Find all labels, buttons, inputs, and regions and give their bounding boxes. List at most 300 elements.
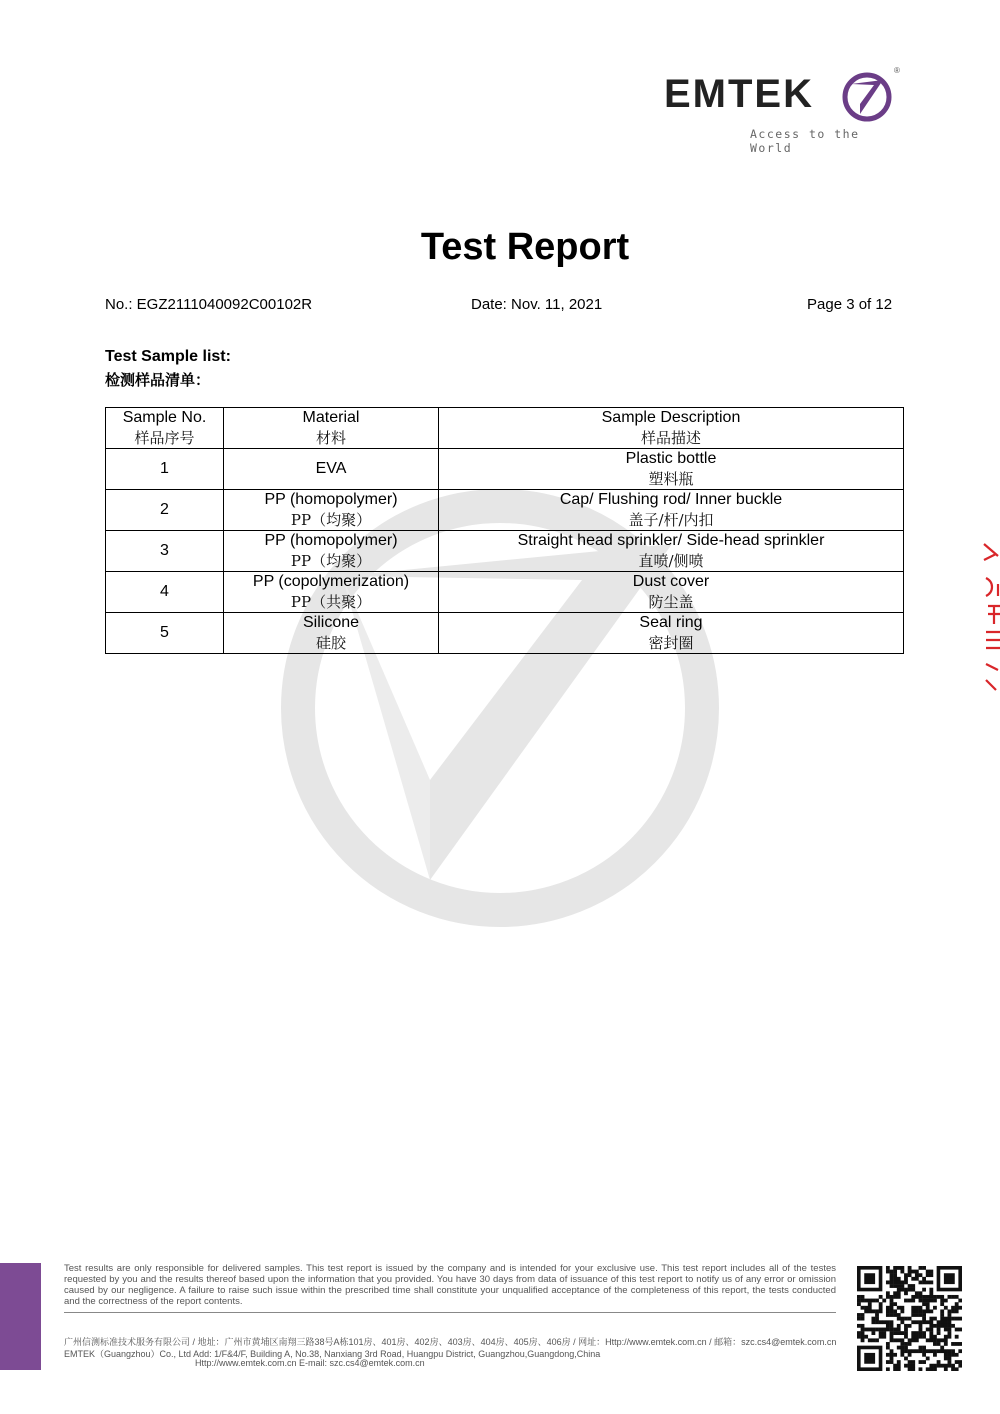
qr-module — [915, 1338, 919, 1342]
cell-sample-no: 4 — [106, 572, 224, 613]
header-label-zh: 材料 — [315, 429, 346, 447]
qr-module — [937, 1338, 941, 1342]
qr-module — [904, 1328, 908, 1332]
qr-module — [933, 1317, 937, 1321]
qr-module — [861, 1335, 865, 1339]
qr-module — [922, 1335, 926, 1339]
qr-module — [937, 1328, 941, 1332]
qr-module — [890, 1306, 894, 1310]
qr-module — [890, 1273, 894, 1277]
qr-module — [955, 1317, 959, 1321]
qr-finder — [864, 1273, 875, 1284]
qr-module — [948, 1309, 952, 1313]
qr-module — [951, 1324, 955, 1328]
qr-module — [886, 1306, 890, 1310]
qr-module — [922, 1353, 926, 1357]
qr-module — [929, 1331, 933, 1335]
qr-module — [911, 1309, 915, 1313]
qr-module — [893, 1353, 897, 1357]
qr-module — [897, 1346, 901, 1350]
logo-check-circle-icon — [840, 70, 894, 124]
qr-module — [890, 1338, 894, 1342]
cell-material — [224, 531, 439, 572]
qr-module — [893, 1364, 897, 1368]
material-en: Silicone — [302, 614, 360, 631]
description-zh: 密封圈 — [648, 634, 694, 652]
qr-module — [897, 1266, 901, 1270]
qr-module — [944, 1353, 948, 1357]
qr-module — [879, 1306, 883, 1310]
qr-module — [879, 1328, 883, 1332]
qr-module — [915, 1335, 919, 1339]
qr-module — [875, 1309, 879, 1313]
qr-module — [933, 1349, 937, 1353]
header-label-zh: 样品描述 — [640, 429, 701, 447]
qr-module — [911, 1277, 915, 1281]
qr-module — [911, 1331, 915, 1335]
qr-module — [940, 1313, 944, 1317]
material-en: PP (homopolymer) — [264, 532, 398, 549]
qr-module — [886, 1367, 890, 1371]
qr-module — [908, 1353, 912, 1357]
qr-module — [929, 1328, 933, 1332]
qr-module — [926, 1306, 930, 1310]
qr-module — [919, 1328, 923, 1332]
qr-module — [871, 1331, 875, 1335]
qr-module — [922, 1331, 926, 1335]
qr-module — [879, 1309, 883, 1313]
qr-module — [919, 1309, 923, 1313]
qr-module — [904, 1288, 908, 1292]
qr-module — [886, 1313, 890, 1317]
cell-material — [224, 490, 439, 531]
qr-module — [875, 1320, 879, 1324]
qr-module — [915, 1273, 919, 1277]
footer-address-zh: 广州信测标准技术服务有限公司 / 地址：广州市黄埔区南翔三路38号A栋101房、401房、402房、403房、404房、405房、406房 / 网址：Http://www.emtek.com.cn / 邮箱：szc.cs4@emtek.com.cn — [64, 1337, 837, 1347]
qr-module — [919, 1313, 923, 1317]
qr-module — [908, 1349, 912, 1353]
description-zh: 盖子/杆/内扣 — [628, 511, 714, 529]
qr-module — [882, 1320, 886, 1324]
qr-module — [933, 1306, 937, 1310]
qr-module — [926, 1349, 930, 1353]
qr-module — [919, 1280, 923, 1284]
qr-module — [929, 1338, 933, 1342]
qr-module — [857, 1317, 861, 1321]
qr-module — [879, 1320, 883, 1324]
qr-module — [919, 1273, 923, 1277]
qr-module — [919, 1306, 923, 1310]
qr-module — [922, 1360, 926, 1364]
qr-module — [955, 1353, 959, 1357]
header-description — [439, 408, 904, 449]
qr-module — [958, 1364, 962, 1368]
qr-module — [951, 1295, 955, 1299]
qr-module — [911, 1320, 915, 1324]
qr-module — [948, 1317, 952, 1321]
qr-module — [958, 1328, 962, 1332]
qr-module — [882, 1299, 886, 1303]
cell-description — [439, 613, 904, 654]
table-row — [106, 531, 904, 572]
qr-module — [915, 1349, 919, 1353]
qr-module — [929, 1280, 933, 1284]
qr-module — [900, 1338, 904, 1342]
qr-module — [890, 1277, 894, 1281]
qr-module — [861, 1338, 865, 1342]
qr-module — [940, 1364, 944, 1368]
qr-module — [911, 1295, 915, 1299]
qr-module — [890, 1284, 894, 1288]
qr-module — [871, 1320, 875, 1324]
qr-module — [929, 1309, 933, 1313]
qr-module — [911, 1270, 915, 1274]
qr-module — [861, 1313, 865, 1317]
qr-module — [915, 1291, 919, 1295]
qr-module — [890, 1328, 894, 1332]
qr-module — [890, 1324, 894, 1328]
qr-module — [955, 1367, 959, 1371]
qr-module — [937, 1331, 941, 1335]
qr-module — [958, 1306, 962, 1310]
qr-module — [882, 1335, 886, 1339]
qr-module — [944, 1364, 948, 1368]
qr-module — [897, 1313, 901, 1317]
qr-module — [893, 1273, 897, 1277]
qr-module — [915, 1277, 919, 1281]
qr-module — [911, 1335, 915, 1339]
qr-module — [915, 1313, 919, 1317]
qr-module — [919, 1360, 923, 1364]
qr-module — [904, 1280, 908, 1284]
qr-module — [879, 1295, 883, 1299]
qr-module — [886, 1353, 890, 1357]
qr-module — [864, 1335, 868, 1339]
qr-module — [933, 1367, 937, 1371]
qr-module — [911, 1306, 915, 1310]
qr-module — [951, 1306, 955, 1310]
qr-module — [926, 1302, 930, 1306]
qr-module — [911, 1360, 915, 1364]
qr-module — [868, 1302, 872, 1306]
qr-module — [904, 1299, 908, 1303]
qr-module — [955, 1342, 959, 1346]
qr-module — [893, 1270, 897, 1274]
qr-module — [908, 1342, 912, 1346]
qr-module — [893, 1338, 897, 1342]
qr-module — [893, 1331, 897, 1335]
qr-module — [940, 1346, 944, 1350]
qr-module — [929, 1273, 933, 1277]
cell-description — [439, 490, 904, 531]
qr-module — [893, 1367, 897, 1371]
cell-sample-no: 3 — [106, 531, 224, 572]
footer-divider — [64, 1312, 836, 1313]
qr-module — [864, 1299, 868, 1303]
description-zh: 塑料瓶 — [648, 470, 694, 488]
description-en: Straight head sprinkler/ Side-head sprinkler — [517, 532, 825, 549]
qr-module — [857, 1299, 861, 1303]
qr-module — [922, 1280, 926, 1284]
logo-wordmark: EMTEK — [664, 72, 814, 116]
qr-module — [893, 1266, 897, 1270]
qr-module — [904, 1324, 908, 1328]
header-label-en: Sample Description — [601, 409, 741, 426]
qr-module — [868, 1328, 872, 1332]
qr-module — [944, 1367, 948, 1371]
qr-module — [922, 1302, 926, 1306]
qr-module — [915, 1306, 919, 1310]
qr-module — [908, 1367, 912, 1371]
qr-module — [908, 1284, 912, 1288]
qr-module — [944, 1349, 948, 1353]
qr-module — [900, 1270, 904, 1274]
qr-module — [922, 1313, 926, 1317]
header-sample-no — [106, 408, 224, 449]
qr-module — [897, 1288, 901, 1292]
qr-module — [886, 1291, 890, 1295]
material-zh: 硅胶 — [315, 634, 346, 652]
qr-module — [900, 1353, 904, 1357]
qr-module — [944, 1306, 948, 1310]
qr-module — [900, 1342, 904, 1346]
qr-module — [944, 1299, 948, 1303]
qr-module — [893, 1277, 897, 1281]
qr-module — [948, 1328, 952, 1332]
qr-module — [900, 1349, 904, 1353]
qr-module — [955, 1302, 959, 1306]
qr-module — [886, 1280, 890, 1284]
qr-module — [922, 1299, 926, 1303]
qr-module — [926, 1338, 930, 1342]
qr-module — [911, 1299, 915, 1303]
table-row — [106, 613, 904, 654]
qr-module — [944, 1320, 948, 1324]
qr-module — [955, 1328, 959, 1332]
qr-module — [868, 1338, 872, 1342]
table-row — [106, 490, 904, 531]
qr-module — [919, 1367, 923, 1371]
qr-module — [897, 1277, 901, 1281]
qr-module — [919, 1331, 923, 1335]
description-en: Dust cover — [632, 573, 710, 590]
cell-sample-no: 5 — [106, 613, 224, 654]
qr-module — [944, 1335, 948, 1339]
footer-contact: Http://www.emtek.com.cn E-mail: szc.cs4@emtek.com.cn — [195, 1358, 425, 1368]
qr-module — [929, 1299, 933, 1303]
qr-module — [890, 1313, 894, 1317]
qr-module — [940, 1320, 944, 1324]
qr-module — [951, 1353, 955, 1357]
qr-module — [875, 1313, 879, 1317]
qr-module — [958, 1360, 962, 1364]
qr-module — [919, 1349, 923, 1353]
qr-module — [904, 1273, 908, 1277]
qr-module — [944, 1317, 948, 1321]
qr-module — [875, 1317, 879, 1321]
qr-module — [919, 1335, 923, 1339]
sample-table — [105, 407, 904, 654]
qr-module — [897, 1360, 901, 1364]
qr-module — [919, 1346, 923, 1350]
qr-module — [868, 1309, 872, 1313]
qr-module — [940, 1295, 944, 1299]
qr-module — [948, 1357, 952, 1361]
qr-module — [908, 1299, 912, 1303]
qr-module — [948, 1324, 952, 1328]
qr-module — [893, 1284, 897, 1288]
qr-module — [948, 1313, 952, 1317]
qr-module — [937, 1364, 941, 1368]
description-en: Cap/ Flushing rod/ Inner buckle — [559, 491, 783, 508]
qr-module — [893, 1302, 897, 1306]
qr-module — [951, 1349, 955, 1353]
qr-module — [857, 1335, 861, 1339]
qr-module — [900, 1266, 904, 1270]
qr-module — [900, 1309, 904, 1313]
qr-module — [897, 1331, 901, 1335]
qr-module — [911, 1288, 915, 1292]
qr-module — [944, 1324, 948, 1328]
qr-module — [951, 1309, 955, 1313]
qr-module — [937, 1360, 941, 1364]
qr-module — [886, 1270, 890, 1274]
header-label-en: Material — [302, 409, 360, 426]
qr-module — [857, 1331, 861, 1335]
qr-module — [897, 1284, 901, 1288]
qr-module — [882, 1331, 886, 1335]
logo-tagline: Access to the World — [750, 127, 860, 155]
qr-module — [861, 1331, 865, 1335]
qr-module — [900, 1306, 904, 1310]
qr-module — [890, 1270, 894, 1274]
qr-module — [922, 1349, 926, 1353]
material-en: PP (homopolymer) — [264, 491, 398, 508]
qr-module — [948, 1353, 952, 1357]
qr-module — [908, 1317, 912, 1321]
qr-module — [926, 1357, 930, 1361]
qr-module — [875, 1299, 879, 1303]
qr-module — [890, 1320, 894, 1324]
qr-module — [933, 1295, 937, 1299]
qr-module — [929, 1364, 933, 1368]
qr-module — [897, 1324, 901, 1328]
seal-stamp-fragment — [982, 540, 1000, 695]
qr-module — [955, 1309, 959, 1313]
cell-material — [224, 613, 439, 654]
qr-module — [933, 1364, 937, 1368]
qr-module — [919, 1266, 923, 1270]
qr-module — [904, 1291, 908, 1295]
qr-module — [890, 1280, 894, 1284]
qr-module — [955, 1335, 959, 1339]
qr-module — [929, 1270, 933, 1274]
qr-module — [908, 1364, 912, 1368]
qr-module — [890, 1331, 894, 1335]
qr-module — [890, 1349, 894, 1353]
qr-module — [886, 1266, 890, 1270]
qr-module — [890, 1295, 894, 1299]
qr-module — [890, 1309, 894, 1313]
qr-module — [922, 1346, 926, 1350]
qr-module — [919, 1299, 923, 1303]
qr-module — [908, 1338, 912, 1342]
qr-module — [951, 1317, 955, 1321]
qr-module — [897, 1364, 901, 1368]
qr-module — [904, 1335, 908, 1339]
qr-module — [893, 1291, 897, 1295]
qr-module — [861, 1295, 865, 1299]
qr-module — [882, 1328, 886, 1332]
qr-module — [911, 1364, 915, 1368]
material-en: EVA — [315, 460, 347, 477]
qr-module — [915, 1320, 919, 1324]
qr-module — [940, 1338, 944, 1342]
qr-module — [926, 1273, 930, 1277]
qr-module — [937, 1295, 941, 1299]
qr-module — [886, 1324, 890, 1328]
qr-module — [940, 1317, 944, 1321]
qr-module — [897, 1291, 901, 1295]
qr-module — [900, 1280, 904, 1284]
section-title-en: Test Sample list: — [105, 348, 231, 365]
report-title: Test Report — [420, 226, 630, 268]
qr-module — [890, 1360, 894, 1364]
header-label-zh: 样品序号 — [134, 429, 195, 447]
qr-module — [879, 1331, 883, 1335]
qr-module — [958, 1349, 962, 1353]
qr-module — [904, 1277, 908, 1281]
qr-module — [926, 1367, 930, 1371]
qr-module — [871, 1317, 875, 1321]
qr-module — [958, 1317, 962, 1321]
qr-module — [944, 1342, 948, 1346]
qr-module — [897, 1295, 901, 1299]
company-logo — [664, 66, 904, 155]
qr-module — [861, 1317, 865, 1321]
qr-module — [879, 1302, 883, 1306]
qr-module — [861, 1328, 865, 1332]
qr-module — [933, 1338, 937, 1342]
material-en: PP (copolymerization) — [252, 573, 410, 590]
qr-code-icon — [857, 1266, 962, 1371]
material-zh: PP（共聚） — [290, 593, 372, 611]
qr-module — [955, 1360, 959, 1364]
qr-module — [857, 1324, 861, 1328]
report-number: No.: EGZ2111040092C00102R — [105, 296, 313, 313]
qr-module — [915, 1331, 919, 1335]
cell-material — [224, 449, 439, 490]
qr-module — [926, 1280, 930, 1284]
qr-module — [911, 1313, 915, 1317]
qr-module — [904, 1349, 908, 1353]
qr-module — [908, 1270, 912, 1274]
qr-module — [886, 1346, 890, 1350]
qr-module — [908, 1266, 912, 1270]
qr-module — [926, 1270, 930, 1274]
qr-module — [929, 1317, 933, 1321]
qr-module — [900, 1284, 904, 1288]
qr-module — [886, 1320, 890, 1324]
qr-module — [944, 1338, 948, 1342]
qr-module — [915, 1270, 919, 1274]
qr-module — [908, 1273, 912, 1277]
qr-module — [929, 1288, 933, 1292]
qr-module — [929, 1335, 933, 1339]
page-indicator: Page 3 of 12 — [807, 296, 893, 313]
qr-module — [951, 1367, 955, 1371]
qr-module — [948, 1335, 952, 1339]
